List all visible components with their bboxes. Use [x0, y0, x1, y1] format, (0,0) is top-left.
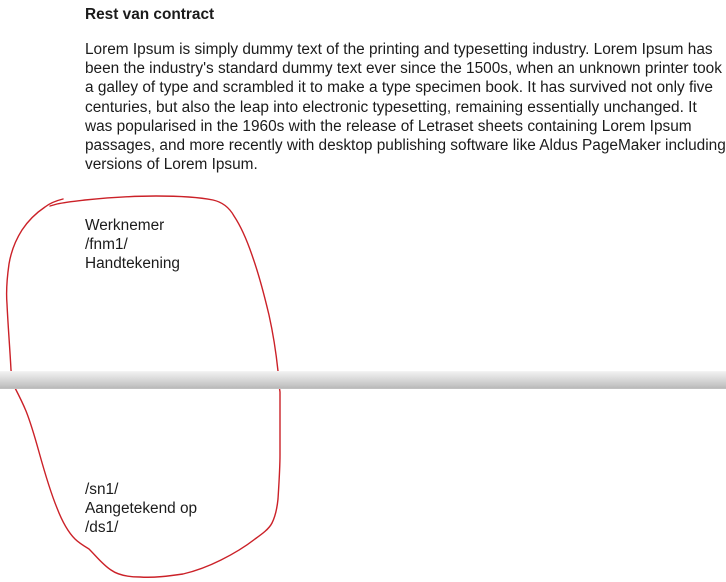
page-break-separator — [0, 371, 726, 389]
signature-line-werknemer: Werknemer — [85, 217, 165, 234]
signature-line-handtekening: Handtekening — [85, 255, 180, 273]
signature-line-fnm1-placeholder: /fnm1/ — [85, 236, 128, 254]
signature-block-registered-date — [85, 480, 197, 538]
signature-block-employee — [85, 216, 180, 274]
body-paragraph: Lorem Ipsum is simply dummy text of the printing and typesetting industry. Lorem Ipsum has been the industry's standard dummy text ever since the 1500s, when an unknown printer took a galley of type and scrambled it to make a type specimen book. It has survived not only five centuries, but also the leap into electronic typesetting, remaining essentially unchanged. It was popularised in the 1960s with the release of Letraset sheets containing Lorem Ipsum passages, and more recently with desktop publishing software like Aldus PageMaker including versions of Lorem Ipsum. — [85, 41, 726, 174]
signature-line-aangetekend-op: Aangetekend op — [85, 500, 198, 518]
signature-line-ds1-placeholder: /ds1/ — [85, 519, 119, 537]
signature-line-sn1-placeholder: /sn1/ — [85, 481, 119, 498]
document-heading: Rest van contract — [85, 6, 215, 23]
